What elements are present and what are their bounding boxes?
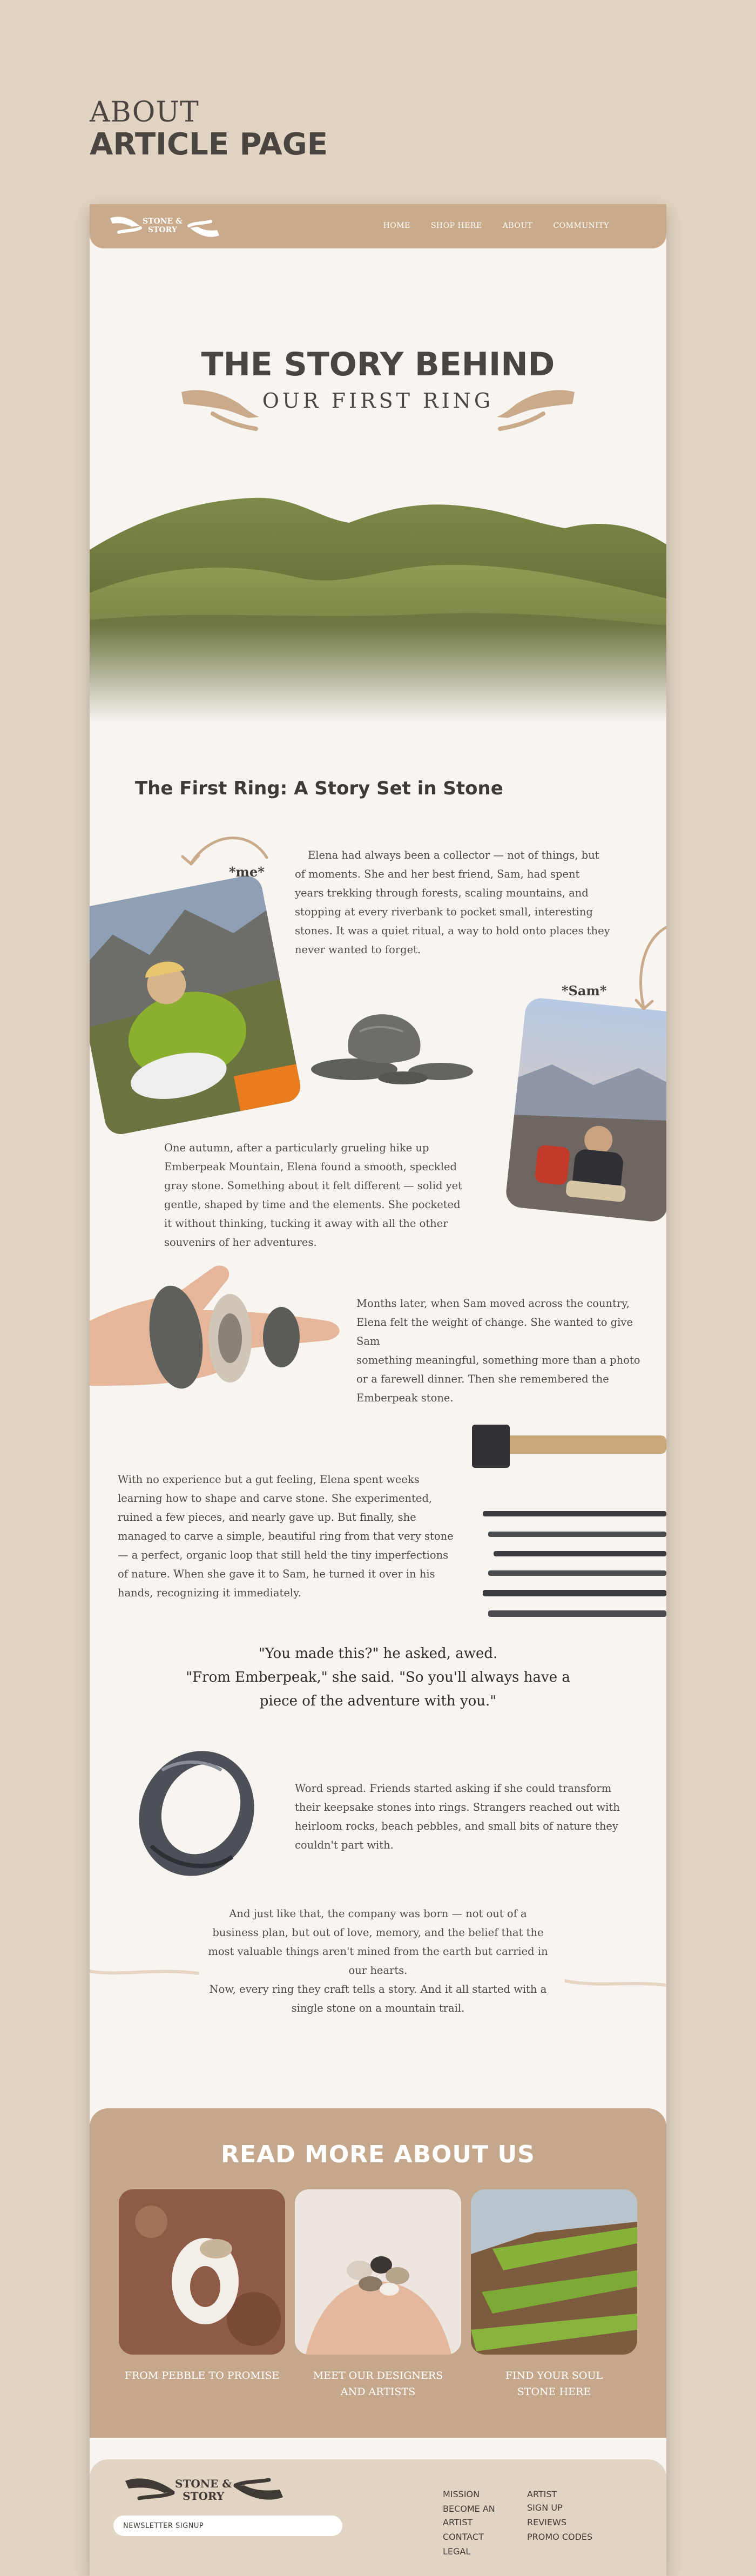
footer-logo-line1: STONE &	[175, 2477, 232, 2490]
green-cliffs-image	[471, 2189, 637, 2355]
footer-link-contact[interactable]: CONTACT	[443, 2532, 484, 2542]
nav-logo[interactable]	[108, 212, 221, 242]
tag-sam: *Sam*	[562, 983, 607, 999]
footer-col-2	[527, 2487, 603, 2544]
read-more-title: READ MORE ABOUT US	[221, 2141, 535, 2168]
stone-ring-image	[130, 1738, 270, 1889]
page-heading-article-page: ARTICLE PAGE	[90, 127, 328, 163]
footer-logo-line2: STORY	[183, 2490, 225, 2503]
newsletter-signup-input[interactable]	[113, 2516, 342, 2536]
p2-line: gentle, shaped by time and the elements. She pocketed	[164, 1198, 461, 1211]
footer-link-artist-signup[interactable]: ARTIST SIGN UP	[527, 2489, 563, 2513]
paragraph-6	[198, 1904, 558, 2018]
p6-line: most valuable things aren't mined from the earth but carried in	[208, 1945, 548, 1958]
ring-on-rock-image	[119, 2189, 285, 2355]
card-thumb-hands[interactable]	[295, 2189, 461, 2355]
elena-hiking-photo	[90, 873, 303, 1137]
curved-arrow-me-icon	[175, 825, 278, 879]
card-pebble-to-promise[interactable]	[119, 2189, 285, 2384]
sam-mountain-photo	[504, 996, 666, 1223]
card-caption-2-text: MEET OUR DESIGNERS AND ARTISTS	[313, 2370, 443, 2398]
footer-link-reviews[interactable]: REVIEWS	[527, 2517, 566, 2527]
p2-line: One autumn, after a particularly grueling hike up	[164, 1142, 429, 1154]
p3-line: Emberpeak stone.	[356, 1392, 454, 1404]
navbar	[90, 204, 666, 248]
footer-link-become-artist[interactable]: BECOME AN ARTIST	[443, 2504, 495, 2527]
hero-title-line1: THE STORY BEHIND	[201, 346, 555, 383]
p3-line: Months later, when Sam moved across the country,	[356, 1297, 630, 1310]
paragraph-5	[295, 1779, 640, 1855]
card-caption-1[interactable]: FROM PEBBLE TO PROMISE	[124, 2370, 280, 2382]
p6-line: Now, every ring they craft tells a story. And it all started with a	[209, 1983, 547, 1995]
p4-line: ruined a few pieces, and nearly gave up. But finally, she	[118, 1511, 416, 1523]
quote-line: piece of the adventure with you."	[259, 1693, 497, 1709]
p4-line: of nature. When she gave it to Sam, he turned it over in his	[118, 1568, 435, 1580]
photo-sam	[504, 996, 666, 1223]
p6-line: our hearts.	[348, 1964, 408, 1977]
photo-elena	[90, 873, 303, 1137]
card-thumb-ring[interactable]	[119, 2189, 285, 2355]
p1-line: years trekking through forests, scaling mountains, and	[295, 887, 589, 899]
paragraph-4	[118, 1470, 469, 1602]
p5-line: heirloom rocks, beach pebbles, and small bits of nature they	[295, 1820, 618, 1832]
hero-title-line2: OUR FIRST RING	[262, 389, 494, 413]
p4-line: managed to carve a simple, beautiful ring from that very stone	[118, 1530, 454, 1542]
p2-line: Emberpeak Mountain, Elena found a smooth, speckled	[164, 1161, 457, 1173]
decorative-wave-right	[565, 1975, 666, 1992]
hand-holding-stones-image	[90, 1256, 360, 1413]
p6-line: And just like that, the company was born — not out of a	[229, 1907, 527, 1920]
quote-line: "You made this?" he asked, awed.	[258, 1646, 498, 1662]
nav-logo-line2: STORY	[147, 226, 177, 235]
p4-line: learning how to shape and carve stone. She experimented,	[118, 1492, 433, 1505]
card-caption-3-text: FIND YOUR SOUL STONE HERE	[505, 2370, 603, 2398]
curved-arrow-sam-icon	[592, 916, 666, 1019]
p5-line: Word spread. Friends started asking if she could transform	[295, 1782, 612, 1795]
p6-line: single stone on a mountain trail.	[291, 2002, 465, 2014]
footer-logo[interactable]	[123, 2470, 285, 2508]
carving-tools-image	[472, 1419, 666, 1624]
p2-line: gray stone. Something about it felt different — solid yet	[164, 1179, 463, 1192]
stacked-stones-image	[300, 1004, 478, 1096]
p3-line: Elena felt the weight of change. She wanted to give Sam	[356, 1316, 633, 1347]
tag-me: *me*	[229, 864, 265, 880]
green-hills-image	[90, 485, 666, 723]
p6-line: business plan, but out of love, memory, and the belief that the	[212, 1926, 544, 1939]
card-caption-2[interactable]	[295, 2368, 461, 2400]
footer-col-1	[443, 2487, 513, 2558]
footer	[90, 2459, 666, 2576]
p1-line: Elena had always been a collector — not of things, but	[308, 849, 599, 861]
nav-link-shop[interactable]: SHOP HERE	[430, 221, 482, 230]
left-hand-icon	[180, 388, 261, 431]
website-frame	[90, 204, 666, 2576]
p1-line: of moments. She and her best friend, Sam, had spent	[295, 868, 580, 880]
quote-line: "From Emberpeak," she said. "So you'll always have a	[186, 1669, 570, 1685]
paragraph-2	[164, 1138, 488, 1252]
card-meet-designers[interactable]	[295, 2189, 461, 2400]
footer-logo-text	[175, 2478, 232, 2503]
article-title: The First Ring: A Story Set in Stone	[135, 778, 503, 799]
p4-line: With no experience but a gut feeling, Elena spent weeks	[118, 1473, 420, 1486]
footer-link-promo-codes[interactable]: PROMO CODES	[527, 2532, 593, 2542]
nav-link-about[interactable]: ABOUT	[502, 221, 533, 230]
p1-line: stopping at every riverbank to pocket small, interesting	[295, 906, 593, 918]
p3-line: something meaningful, something more than a photo	[356, 1354, 640, 1366]
nav-link-community[interactable]: COMMUNITY	[553, 221, 609, 230]
nav-logo-text	[143, 217, 183, 234]
card-find-soul-stone[interactable]	[471, 2189, 637, 2400]
p3-line: or a farewell dinner. Then she remembered the	[356, 1373, 609, 1385]
p2-line: it without thinking, tucking it away with all the other	[164, 1217, 448, 1230]
footer-link-legal[interactable]: LEGAL	[443, 2546, 471, 2557]
nav-logo-line1: STONE &	[143, 217, 183, 226]
paragraph-3	[356, 1294, 659, 1407]
hands-with-pebbles-image	[295, 2189, 461, 2355]
p4-line: — a perfect, organic loop that still held the tiny imperfections	[118, 1549, 449, 1561]
p5-line: couldn't part with.	[295, 1839, 394, 1851]
p2-line: souvenirs of her adventures.	[164, 1236, 317, 1249]
nav-link-home[interactable]: HOME	[383, 221, 410, 230]
card-caption-3[interactable]	[471, 2368, 637, 2400]
p5-line: their keepsake stones into rings. Strangers reached out with	[295, 1801, 620, 1813]
p1-line: never wanted to forget.	[295, 943, 421, 956]
footer-link-mission[interactable]: MISSION	[443, 2489, 480, 2499]
paragraph-1	[295, 846, 619, 959]
nav-links	[383, 221, 609, 230]
right-hand-icon	[495, 388, 576, 431]
p4-line: hands, recognizing it immediately.	[118, 1587, 301, 1599]
decorative-wave-left	[90, 1965, 203, 1981]
pull-quote	[171, 1642, 585, 1713]
page-heading	[90, 97, 328, 161]
page-heading-about: ABOUT	[90, 96, 199, 129]
p1-line: stones. It was a quiet ritual, a way to hold onto places they	[295, 925, 610, 937]
read-more-section	[90, 2108, 666, 2438]
card-thumb-cliffs[interactable]	[471, 2189, 637, 2355]
